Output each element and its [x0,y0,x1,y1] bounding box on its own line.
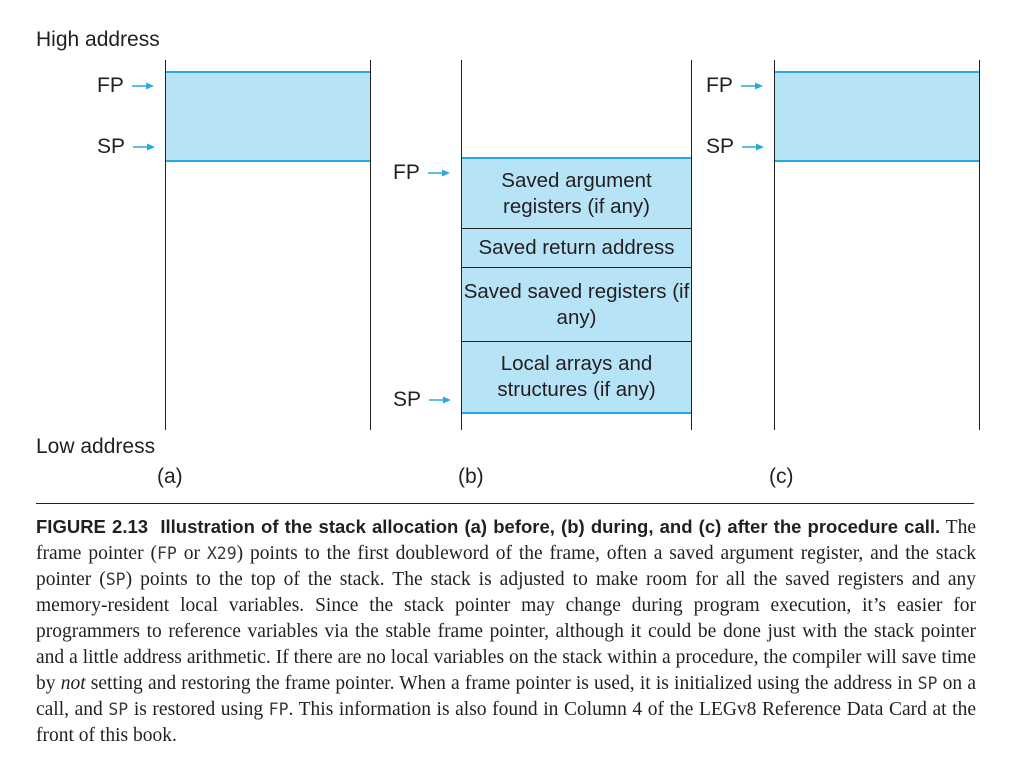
stack-c-right-line [979,60,980,430]
arrow-right-icon [741,82,763,90]
stack-b-right-line [691,60,692,430]
caption-text: on a call, and [36,673,977,720]
caption-text: is restored using [128,699,269,720]
stack-b-fp-pointer [393,162,450,183]
saved-return-address-cell: Saved return address [462,229,691,267]
label-c: (c) [769,465,794,488]
figure-caption [36,514,976,749]
caption-text: . This information is also found in Column 4 of the LEGv8 Reference Data Card at the front of this book. [36,699,976,746]
figure-number: FIGURE 2.13 [36,516,149,537]
figure-title: Illustration of the stack allocation (a) before, (b) during, and (c) after the procedure call. [160,516,941,537]
low-address-label: Low address [36,435,156,458]
stack-a-right-line [370,60,371,430]
stack-b-sp-pointer [393,389,451,410]
arrow-right-icon [742,143,764,151]
caption-text: ) points to the top of the stack. The stack is adjusted to make room for all the saved registers and any memory-resident local variables. Since the stack pointer may change during program execution, it’s easier for programmers to reference variables via the stable frame pointer, although it could be done just with the stack pointer and a little address arithmetic. If there are no local variables on the stack within a procedure, the compiler will save time by [36,569,977,694]
code-fp: FP [156,544,177,563]
stack-c-frame [775,71,979,162]
saved-saved-registers-cell: Saved saved registers (if any) [462,268,691,341]
code-x29: X29 [206,544,237,563]
stack-c-fp-pointer [706,75,763,96]
code-sp: SP [917,674,938,693]
caption-text: or [176,543,207,564]
code-sp: SP [108,700,129,719]
stack-c-sp-pointer [706,136,764,157]
saved-argument-registers-cell: Saved argument registers (if any) [462,160,691,228]
code-sp: SP [105,570,126,589]
high-address-label: High address [36,28,160,51]
caption-text: The frame pointer ( [36,517,976,564]
label-a: (a) [157,465,183,488]
stack-a-fp-pointer [97,75,154,96]
arrow-right-icon [429,396,451,404]
caption-text: ) points to the first doubleword of the frame, often a saved argument register, and the stack pointer ( [36,543,976,590]
stack-a-frame [166,71,370,162]
sp-label: SP [706,135,735,158]
sp-label: SP [393,388,422,411]
label-b: (b) [458,465,484,488]
caption-divider [36,503,974,504]
arrow-right-icon [132,82,154,90]
caption-emphasis: not [60,673,86,694]
stack-a-sp-pointer [97,136,155,157]
code-fp: FP [268,700,289,719]
fp-label: FP [706,74,733,97]
caption-text: setting and restoring the frame pointer. When a frame pointer is used, it is initialized using the address in [85,673,918,694]
fp-label: FP [393,161,420,184]
sp-label: SP [97,135,126,158]
arrow-right-icon [133,143,155,151]
fp-label: FP [97,74,124,97]
local-arrays-cell: Local arrays and structures (if any) [462,342,691,411]
arrow-right-icon [428,169,450,177]
